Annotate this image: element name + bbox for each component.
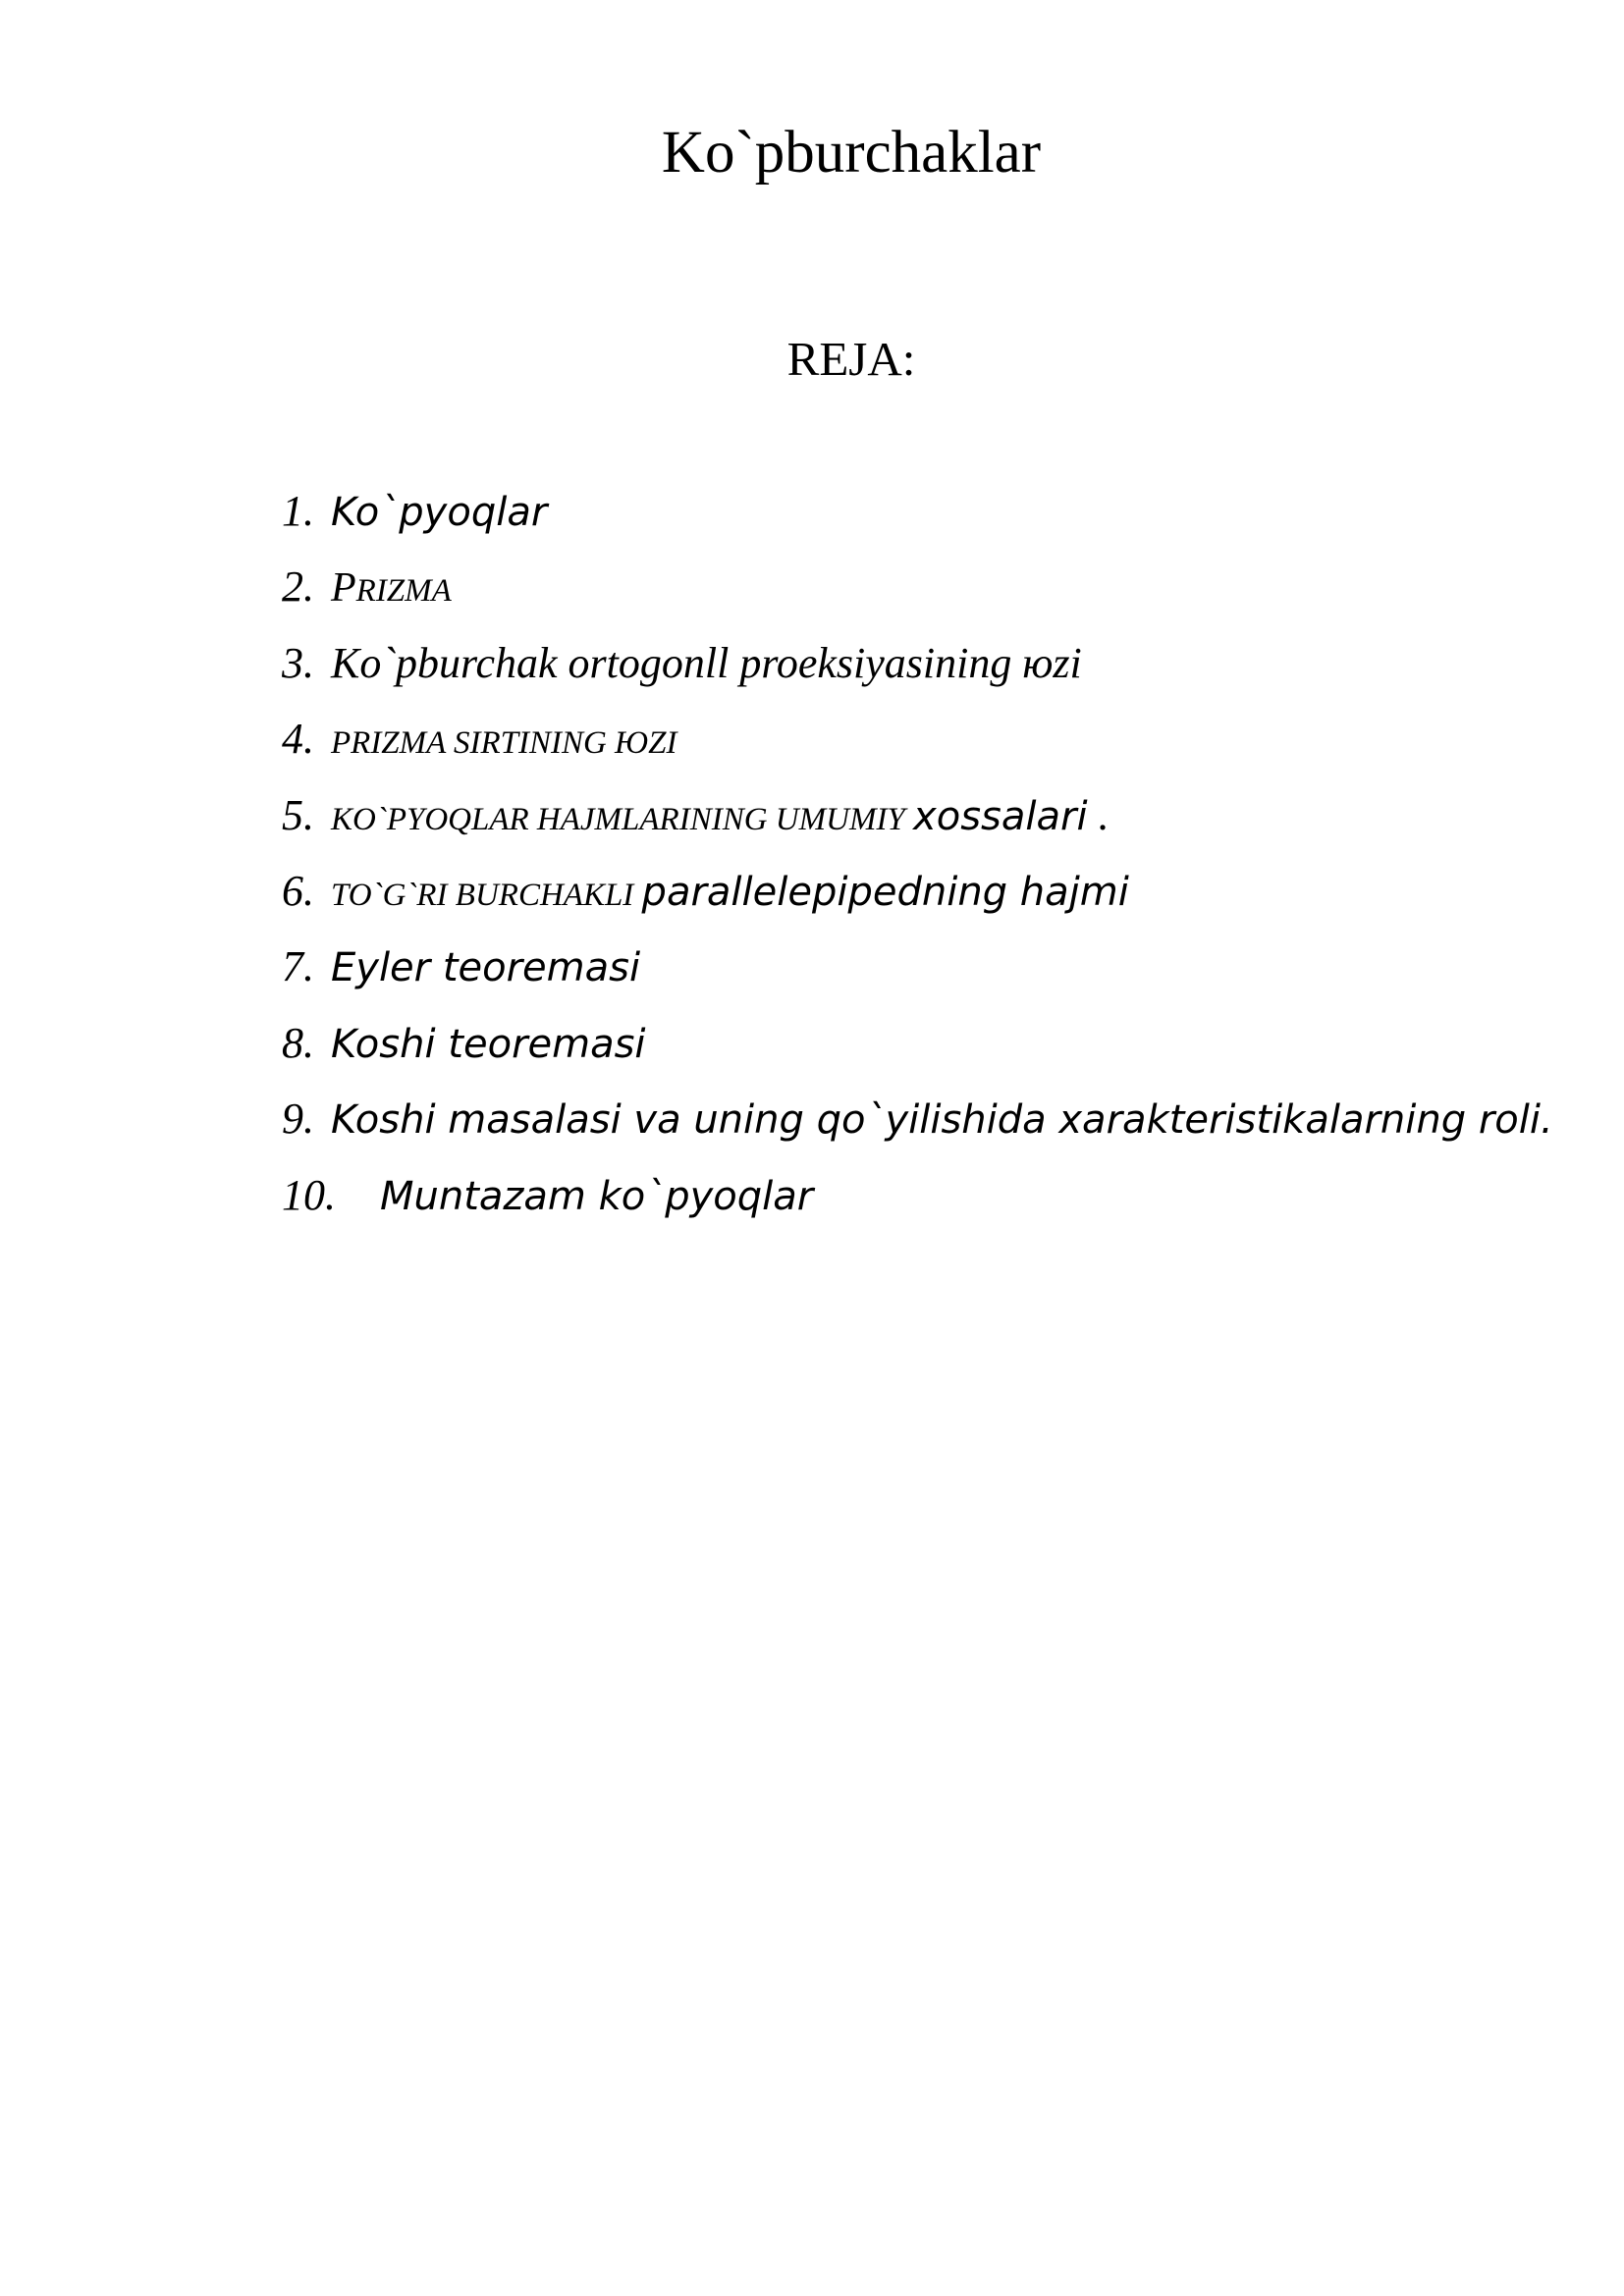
plan-item-text-initial: P (331, 565, 356, 612)
plan-item (282, 709, 1553, 784)
plan-item (282, 1165, 1553, 1241)
plan-item (282, 861, 1553, 936)
plan-item-text-trailing: . (1087, 790, 1110, 839)
document-title: Ko`pburchaklar (661, 120, 1042, 186)
plan-item-number: 7. (282, 942, 314, 991)
plan-item-number: 10. (282, 1170, 336, 1219)
plan-item-number: 1. (282, 487, 314, 535)
plan-item-number: 9. (282, 1095, 314, 1144)
plan-item-text: Muntazam ko`pyoqlar (380, 1173, 814, 1219)
plan-item-number: 8. (282, 1018, 314, 1067)
plan-item-text: Koshi teoremasi (331, 1021, 646, 1067)
plan-item (282, 481, 1553, 557)
plan-item-text: Koshi masalasi va uning qo`yilishida xarakteristikalarning roli. (331, 1097, 1553, 1144)
plan-item-text-smallcaps: PRIZMA SIRTINING ЮZI (331, 725, 677, 762)
plan-item-number: 3. (282, 638, 314, 687)
plan-item (282, 557, 1553, 632)
plan-item-number: 2. (282, 562, 314, 612)
plan-item-text: Ko`pburchak ortogonll proeksiyasining юzi (331, 638, 1082, 687)
plan-item-number: 5. (282, 790, 314, 839)
plan-item (282, 936, 1553, 1012)
plan-item (282, 1089, 1553, 1164)
plan-heading: REJA: (786, 332, 916, 386)
plan-item-text: xossalari (913, 793, 1088, 839)
plan-list (282, 481, 1553, 1241)
plan-item-text: Ko`pyoqlar (331, 490, 548, 535)
plan-item-number: 6. (282, 866, 314, 915)
plan-item-number: 4. (282, 715, 314, 764)
plan-item (282, 633, 1553, 709)
plan-item-text-smallcaps: RIZMA (355, 573, 452, 610)
plan-item-text: parallelepipedning hajmi (641, 869, 1129, 915)
plan-item (282, 1013, 1553, 1089)
plan-item-text-smallcaps: TO`G`RI BURCHAKLI (331, 877, 642, 913)
plan-item-text: Eyler teoremasi (331, 945, 641, 991)
plan-item (282, 785, 1553, 861)
plan-item-text-smallcaps: KO`PYOQLAR HAJMLARINING UMUMIY (331, 801, 914, 837)
